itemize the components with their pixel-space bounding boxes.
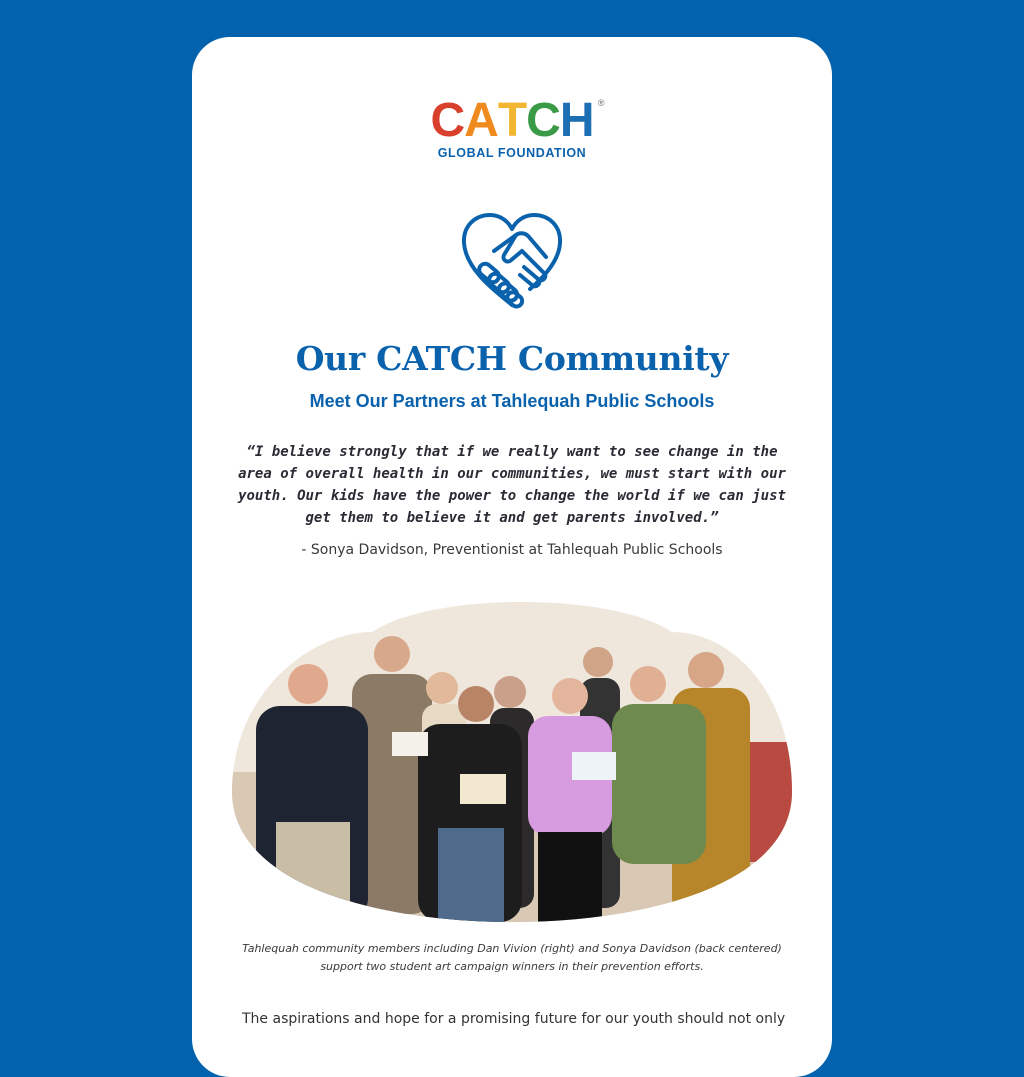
- logo-letter: A: [464, 94, 498, 147]
- catch-logo[interactable]: [192, 94, 832, 160]
- registered-mark: ®: [597, 98, 604, 108]
- logo-letter: H: [559, 94, 594, 147]
- newsletter-card: [192, 37, 832, 1077]
- heart-handshake-icon: [458, 211, 566, 311]
- logo-subtitle: GLOBAL FOUNDATION: [437, 146, 587, 160]
- photo-caption-line: Tahlequah community members including Dan Vivion (right) and Sonya Davidson (back centered): [242, 942, 782, 955]
- photo-caption-line: support two student art campaign winners in their prevention efforts.: [320, 960, 704, 973]
- logo-letter: T: [497, 94, 527, 147]
- logo-letter: C: [526, 94, 560, 147]
- page-subtitle: Meet Our Partners at Tahlequah Public Schools: [309, 391, 715, 411]
- page-title: Our CATCH Community: [295, 339, 729, 378]
- photo-caption: [232, 940, 792, 976]
- testimonial-quote: “I believe strongly that if we really want to see change in the area of overall health in our communities, we must start with our youth. Our kids have the power to change the world if we can just get them to believe it and get parents involved.”: [238, 444, 786, 526]
- quote-attribution: - Sonya Davidson, Preventionist at Tahlequah Public Schools: [301, 542, 723, 558]
- community-group-photo: [232, 592, 792, 922]
- logo-wordmark: [430, 94, 604, 147]
- body-paragraph: The aspirations and hope for a promising future for our youth should not only: [242, 1011, 786, 1027]
- logo-letter: C: [430, 94, 465, 147]
